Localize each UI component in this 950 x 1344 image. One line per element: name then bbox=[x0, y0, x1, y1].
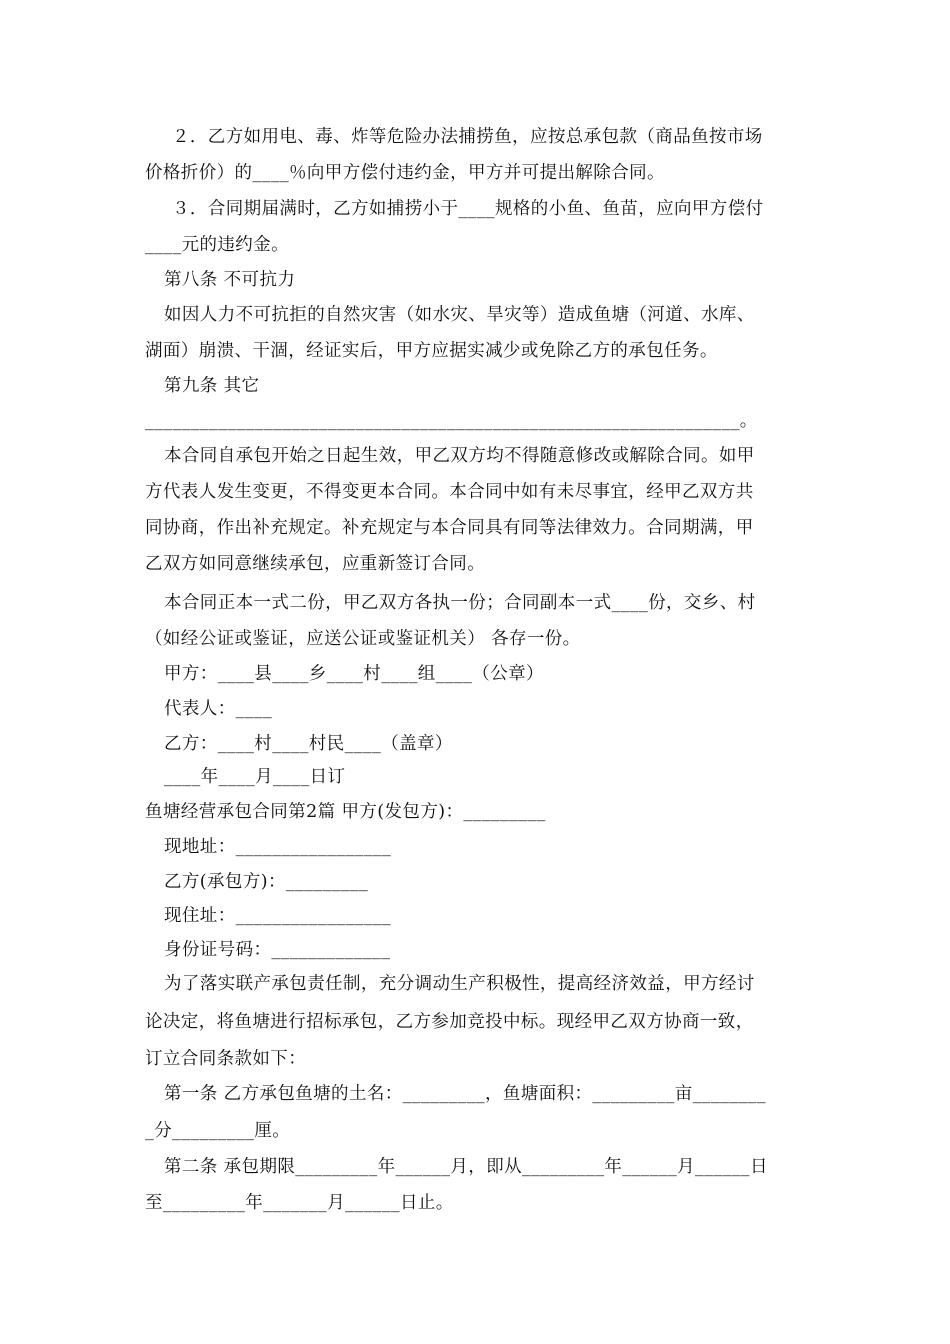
clause-7-item-3-line-2: ____元的违约金。 bbox=[145, 235, 289, 255]
clause-9-blank-line: _________________________________________________________________。 bbox=[145, 411, 758, 431]
clause-9-heading: 第九条 其它 bbox=[164, 376, 260, 396]
clause-8-body-line-2: 湖面）崩溃、干涸，经证实后，甲方应据实减少或免除乙方的承包任务。 bbox=[145, 341, 718, 361]
clause-8-heading: 第八条 不可抗力 bbox=[164, 270, 296, 290]
party-b-line: 乙方(承包方)：_________ bbox=[164, 872, 369, 892]
clause-7-item-2-line-2: 价格折价）的____％向甲方偿付违约金，甲方并可提出解除合同。 bbox=[145, 163, 665, 183]
party-a-signature-line: 甲方：____县____乡____村____组____（公章） bbox=[164, 664, 544, 684]
article-2-line-2: 至_________年_______月______日止。 bbox=[145, 1193, 454, 1213]
clause-8-body-line-1: 如因人力不可抗拒的自然灾害（如水灾、旱灾等）造成鱼塘（河道、水库、 bbox=[164, 305, 755, 325]
party-b-address-line: 现住址：_________________ bbox=[164, 906, 392, 926]
effect-paragraph-line-4: 乙双方如同意继续承包，应重新签订合同。 bbox=[145, 554, 486, 574]
preamble-line-3: 订立合同条款如下： bbox=[145, 1049, 307, 1069]
preamble-line-2: 论决定，将鱼塘进行招标承包，乙方参加竞投中标。现经甲乙双方协商一致， bbox=[145, 1012, 754, 1032]
clause-7-item-3-line-1: ３．合同期届满时，乙方如捕捞小于____规格的小鱼、鱼苗，应向甲方偿付 bbox=[172, 199, 764, 219]
id-number-line: 身份证号码：_____________ bbox=[164, 940, 391, 960]
copies-paragraph-line-1: 本合同正本一式二份，甲乙双方各执一份；合同副本一式____份，交乡、村 bbox=[164, 593, 756, 613]
effect-paragraph-line-1: 本合同自承包开始之日起生效，甲乙双方均不得随意修改或解除合同。如甲 bbox=[164, 446, 755, 466]
effect-paragraph-line-2: 方代表人发生变更，不得变更本合同。本合同中如有未尽事宜，经甲乙双方共 bbox=[145, 482, 754, 502]
representative-line: 代表人：____ bbox=[164, 699, 273, 719]
article-1-line-1: 第一条 乙方承包鱼塘的土名：_________，鱼塘面积：_________亩________ bbox=[164, 1084, 766, 1104]
effect-paragraph-line-3: 同协商，作出补充规定。补充规定与本合同具有同等法律效力。合同期满，甲 bbox=[145, 518, 754, 538]
article-1-line-2: _分_________厘。 bbox=[145, 1121, 291, 1141]
party-b-signature-line: 乙方：____村____村民____（盖章） bbox=[164, 734, 453, 754]
party-a-address-line: 现地址：_________________ bbox=[164, 837, 392, 857]
preamble-line-1: 为了落实联产承包责任制，充分调动生产积极性，提高经济效益，甲方经讨 bbox=[164, 974, 755, 994]
copies-paragraph-line-2: （如经公证或鉴证，应送公证或鉴证机关） 各存一份。 bbox=[145, 629, 581, 649]
clause-7-item-2-line-1: ２．乙方如用电、毒、炸等危险办法捕捞鱼，应按总承包款（商品鱼按市场 bbox=[172, 127, 763, 147]
article-2-line-1: 第二条 承包期限_________年______月，即从_________年______月______日 bbox=[164, 1157, 768, 1177]
date-line: ____年____月____日订 bbox=[164, 767, 346, 787]
contract-2-title-line: 鱼塘经营承包合同第2篇 甲方(发包方)：_________ bbox=[145, 802, 546, 822]
